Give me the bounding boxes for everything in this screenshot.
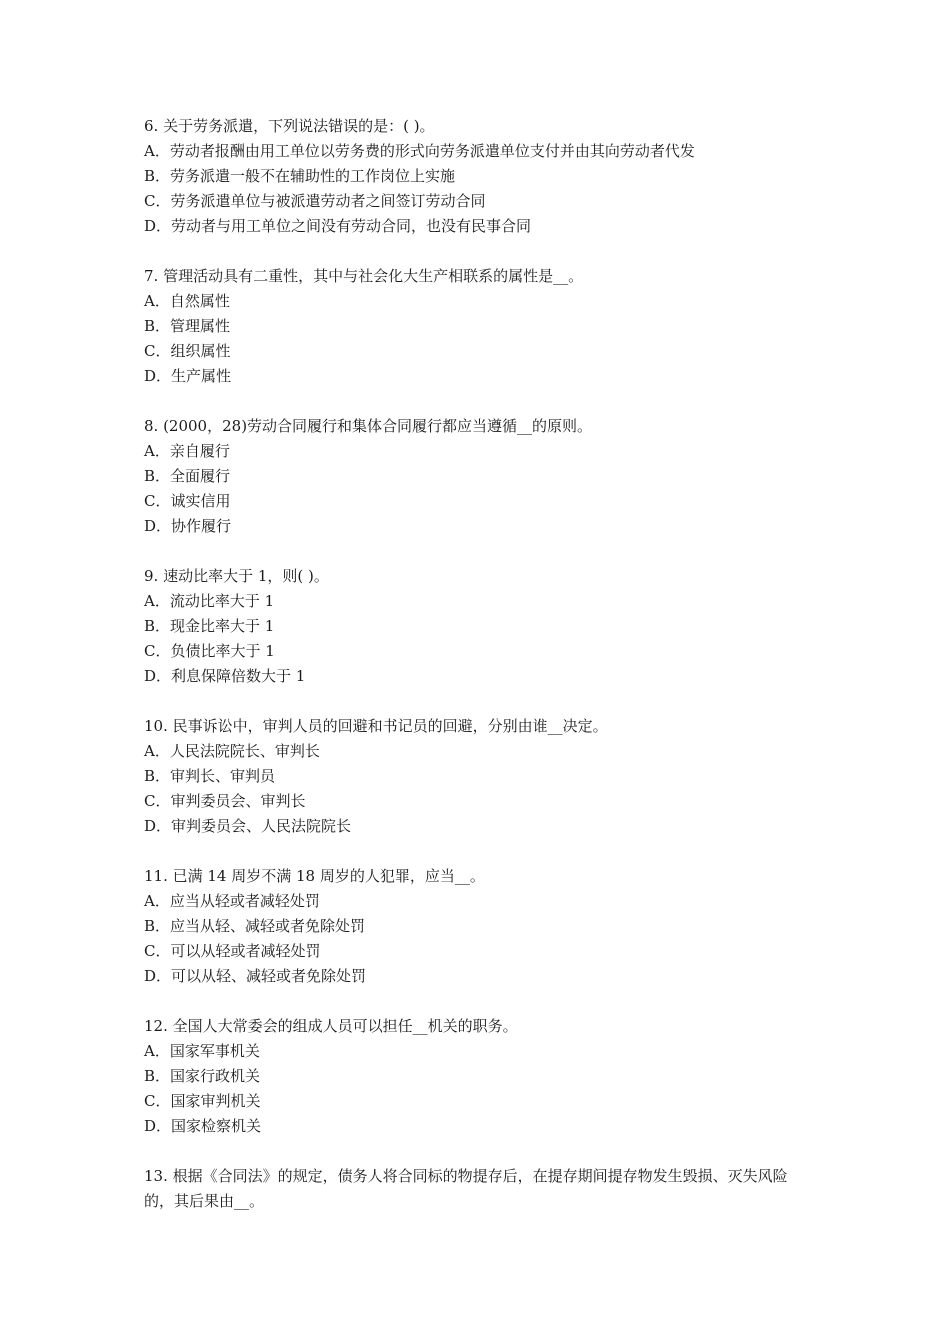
option-d: D．生产属性 (144, 367, 232, 385)
option-d: D．劳动者与用工单位之间没有劳动合同，也没有民事合同 (144, 217, 532, 235)
option-c: C．国家审判机关 (144, 1092, 261, 1110)
question-13 (144, 1164, 824, 1214)
question-stem: 10. 民事诉讼中，审判人员的回避和书记员的回避，分别由谁__决定。 (144, 717, 608, 735)
question-stem: 11. 已满 14 周岁不满 18 周岁的人犯罪，应当__。 (144, 867, 485, 885)
option-a: A．人民法院院长、审判长 (144, 742, 320, 760)
option-a: A．流动比率大于 1 (144, 592, 275, 610)
option-c: C．诚实信用 (144, 492, 231, 510)
option-b: B．国家行政机关 (144, 1067, 261, 1085)
option-b: B．审判长、审判员 (144, 767, 276, 785)
question-stem: 12. 全国人大常委会的组成人员可以担任__机关的职务。 (144, 1017, 518, 1035)
question-9 (144, 564, 824, 689)
question-stem: 7. 管理活动具有二重性，其中与社会化大生产相联系的属性是__。 (144, 267, 584, 285)
option-d: D．国家检察机关 (144, 1117, 262, 1135)
question-11 (144, 864, 824, 989)
option-c: C．组织属性 (144, 342, 231, 360)
option-c: C．负债比率大于 1 (144, 642, 275, 660)
option-a: A．国家军事机关 (144, 1042, 260, 1060)
option-c: C．劳务派遣单位与被派遣劳动者之间签订劳动合同 (144, 192, 486, 210)
option-d: D．可以从轻、减轻或者免除处罚 (144, 967, 367, 985)
question-12 (144, 1014, 824, 1139)
option-a: A．应当从轻或者减轻处罚 (144, 892, 320, 910)
question-6 (144, 114, 824, 239)
question-stem: 9. 速动比率大于 1，则( )。 (144, 567, 329, 585)
option-a: A．自然属性 (144, 292, 230, 310)
document-page (144, 114, 824, 1239)
option-a: A．亲自履行 (144, 442, 230, 460)
question-stem: 13. 根据《合同法》的规定，债务人将合同标的物提存后，在提存期间提存物发生毁损、灭失风险的，其后果由__。 (144, 1167, 788, 1210)
question-stem: 6. 关于劳务派遣，下列说法错误的是：( )。 (144, 117, 435, 135)
question-7 (144, 264, 824, 389)
option-b: B．劳务派遣一般不在辅助性的工作岗位上实施 (144, 167, 456, 185)
question-8 (144, 414, 824, 539)
question-stem: 8. (2000，28)劳动合同履行和集体合同履行都应当遵循__的原则。 (144, 417, 593, 435)
option-b: B．全面履行 (144, 467, 231, 485)
option-d: D．协作履行 (144, 517, 232, 535)
option-c: C．审判委员会、审判长 (144, 792, 306, 810)
option-d: D．审判委员会、人民法院院长 (144, 817, 352, 835)
option-b: B．管理属性 (144, 317, 231, 335)
option-b: B．应当从轻、减轻或者免除处罚 (144, 917, 366, 935)
option-a: A．劳动者报酬由用工单位以劳务费的形式向劳务派遣单位支付并由其向劳动者代发 (144, 142, 695, 160)
option-d: D．利息保障倍数大于 1 (144, 667, 306, 685)
question-10 (144, 714, 824, 839)
option-c: C．可以从轻或者减轻处罚 (144, 942, 321, 960)
option-b: B．现金比率大于 1 (144, 617, 275, 635)
